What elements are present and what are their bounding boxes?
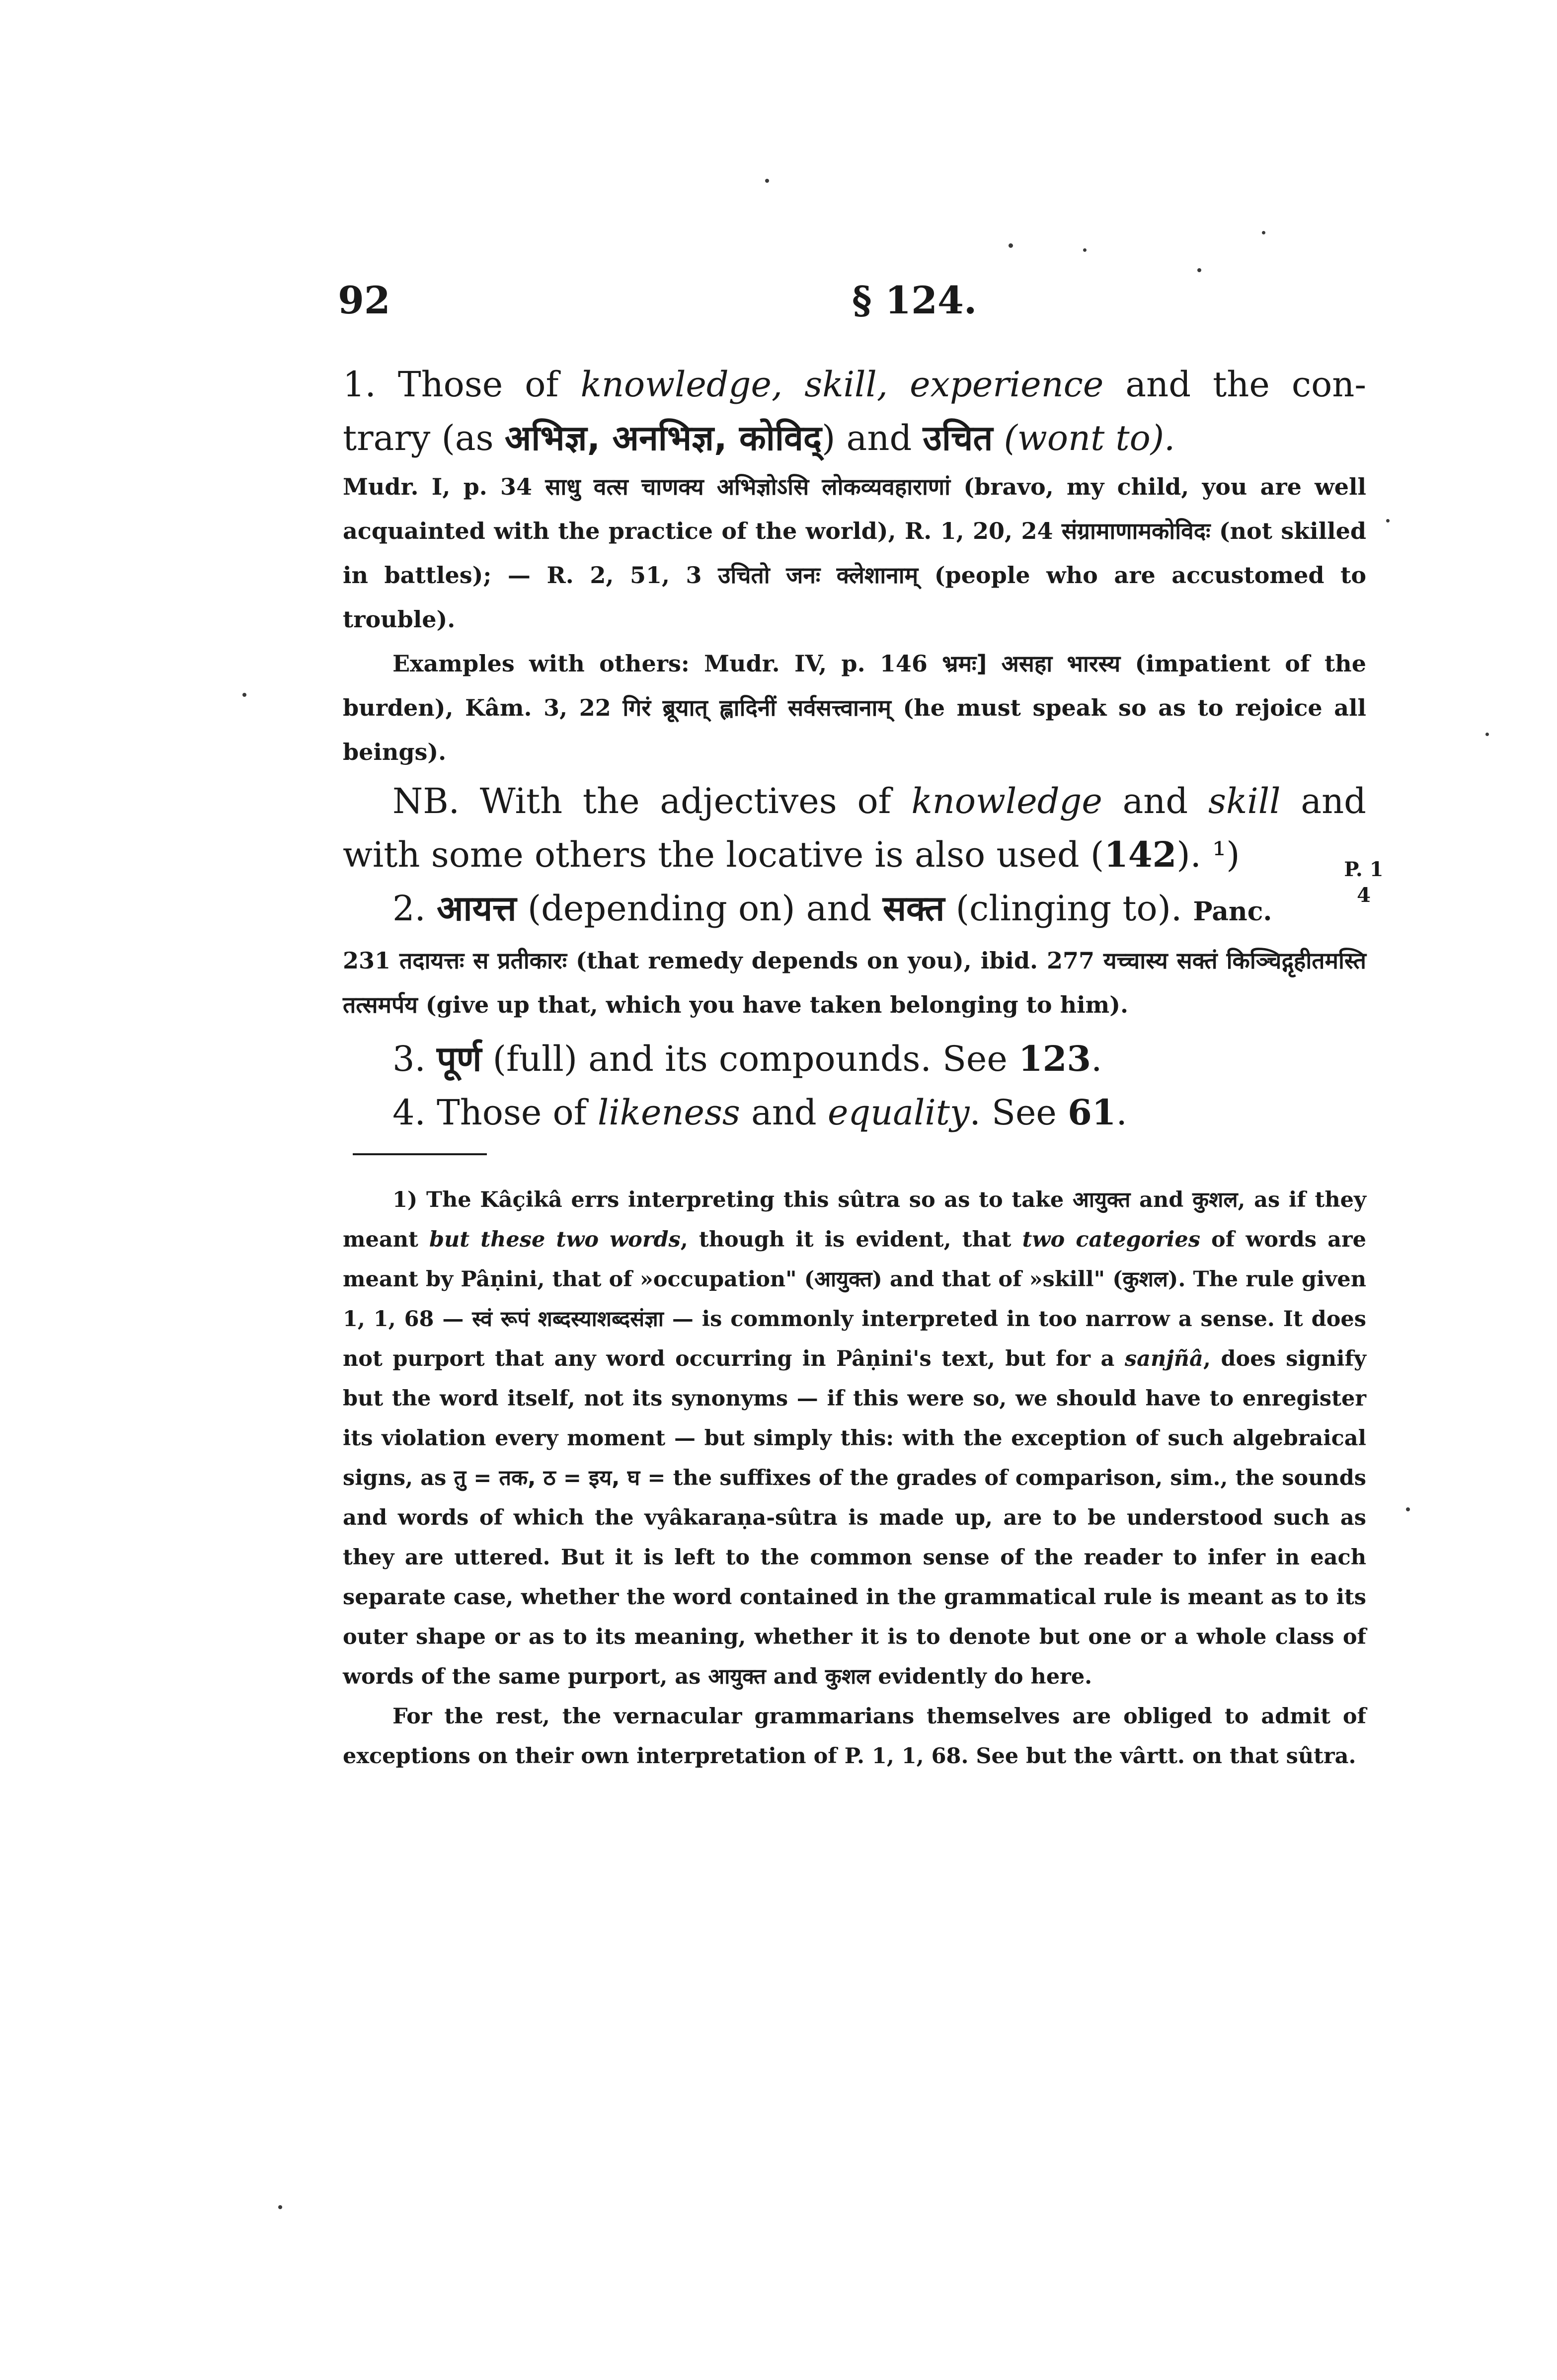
source-reference: Panc. <box>1193 896 1272 927</box>
scan-speck <box>1197 268 1201 272</box>
footnote-2: For the rest, the vernacular grammarians themselves are obliged to admit of exceptions on their own interpretation of P. 1, 1, 68. See but the vârtt. on that sûtra. <box>343 1704 1366 1769</box>
scan-speck <box>1083 248 1087 252</box>
text-run: (full) and its compounds. See <box>481 1039 1019 1079</box>
sanskrit-term: आयुक्त <box>708 1664 766 1689</box>
item-1-examples <box>343 465 1366 642</box>
page-number: 92 <box>338 278 390 322</box>
sanskrit-quote: साधु वत्स चाणक्य अभिज्ञोऽसि लोकव्यवहाराणां <box>545 473 951 500</box>
text-run: . See <box>969 1092 1068 1133</box>
sanskrit-term: कुशल <box>825 1664 871 1689</box>
nota-bene <box>343 774 1366 882</box>
text-run: , does signify but the word itself, not its synonyms — if this were so, we should have to enregister its violation every moment — but simply this: with the exception of such algebraical signs, as <box>343 1346 1366 1490</box>
item-4 <box>343 1086 1366 1139</box>
scan-speck <box>1485 733 1489 736</box>
text-run: and with some others the locative is also used ( <box>343 781 1366 875</box>
section-reference: 142 <box>1104 834 1177 875</box>
text-run: 4. Those of <box>392 1092 598 1133</box>
item-1-other-examples <box>343 642 1366 774</box>
text-run: (depending on) and <box>516 888 883 929</box>
text-run: (give up that, which you have taken belonging to him). <box>417 991 1128 1018</box>
sanskrit-term: आयत्त <box>437 888 517 929</box>
sanskrit-quote: तदायत्तः स प्रतीकारः <box>399 947 567 974</box>
scan-speck <box>1009 243 1013 248</box>
scan-speck <box>1262 231 1265 234</box>
text-run: . <box>1091 1039 1102 1079</box>
text-run: 1) The Kâçikâ errs interpreting this sûtra so as to take <box>392 1188 1073 1212</box>
margin-note-ref: P. 1 <box>1344 858 1384 881</box>
text-run: (impatient of the burden), Kâm. 3, 22 <box>343 650 1366 721</box>
sanskrit-quote: गिरं ब्रूयात् ह्लादिनीं सर्वसत्त्वानाम् <box>623 694 891 721</box>
footnote-marker: ). ¹) <box>1176 834 1240 875</box>
text-run: = the suffixes of the grades of comparison, sim., the sounds and words of which the vyâkaraṇa-sûtra is made up, are to be understood such as they are uttered. But it is left to the common sense of the reader to infer in each separate case, whether the word contained in the grammatical rule is meant as to its outer shape or as to its meaning, whether it is to denote but one or a whole class of words of the same purport, as <box>343 1466 1367 1689</box>
italic-gloss: (wont to). <box>993 418 1175 458</box>
text-run: (he must speak so as to rejoice all beings). <box>343 694 1367 765</box>
scan-speck <box>765 179 769 183</box>
sanskrit-term: कुशल <box>1122 1267 1168 1292</box>
margin-note-sub: 4 <box>1357 884 1371 907</box>
sanskrit-term: अभिज्ञ, अनभिज्ञ, कोविद् <box>504 418 822 458</box>
text-run: and <box>740 1092 828 1133</box>
sanskrit-quote: यच्चास्य सक्तं किञ्चिद्गृहीतमस्ति तत्समर्पय <box>343 947 1366 1018</box>
sanskrit-term: उचित <box>923 418 993 458</box>
text-run: 2. <box>392 888 437 929</box>
text-run: — is commonly interpreted in too narrow a sense. It does not purport that any word occurring in Pâṇini's text, but for a <box>343 1307 1366 1371</box>
text-run: and <box>1130 1188 1193 1212</box>
italic-term: knowledge <box>911 781 1102 821</box>
text-run: (not skilled in battles); — R. 2, 51, 3 <box>343 518 1366 589</box>
section-number: § 124. <box>852 278 977 322</box>
text-run: Mudr. I, p. 34 <box>343 473 545 500</box>
text-run: (people who are accustomed to trouble). <box>343 562 1367 633</box>
section-reference: 123 <box>1018 1038 1091 1079</box>
scan-speck <box>242 693 246 697</box>
sanskrit-term: आयुक्त <box>1073 1188 1131 1212</box>
sanskrit-quote: भ्रमः] असहा भारस्य <box>942 650 1121 677</box>
italic-term: likeness <box>597 1092 740 1133</box>
section-reference: 61 <box>1068 1092 1116 1133</box>
text-run: and the con- <box>1103 364 1366 405</box>
scan-speck <box>278 2205 282 2209</box>
text-run: ). The rule given 1, 1, 68 — <box>343 1267 1367 1332</box>
text-run: 3. <box>392 1039 437 1079</box>
italic-term: skill <box>1208 781 1281 821</box>
text-run: of words are meant by Pâṇini, that of »occupation" ( <box>343 1227 1366 1292</box>
sanskrit-quote: संग्रामाणामकोविदः <box>1061 518 1211 544</box>
text-run: . <box>1116 1092 1127 1133</box>
sanskrit-term: सक्त <box>882 888 945 929</box>
text-run: Examples with others: Mudr. IV, p. 146 <box>392 650 942 677</box>
sanskrit-signs: तु = तक, ठ = इय, घ <box>454 1466 640 1490</box>
page-body <box>343 358 1366 1776</box>
italic-phrase: but these two words <box>429 1227 681 1252</box>
footnote-divider <box>353 1153 487 1155</box>
sanskrit-quote: उचितो जनः क्लेशानाम् <box>718 562 919 589</box>
text-run: ) and <box>822 418 923 458</box>
item-1-heading <box>343 358 1366 465</box>
scan-speck <box>1406 1507 1410 1511</box>
text-run: 231 <box>343 947 399 974</box>
text-run: evidently do here. <box>870 1664 1092 1689</box>
page-header <box>338 278 1431 333</box>
italic-phrase: two categories <box>1022 1227 1200 1252</box>
text-run: trary (as <box>343 418 505 458</box>
text-run: (bravo, my child, you are well acquainted with the practice of the world), R. 1, 20, 24 <box>343 473 1366 544</box>
italic-term: knowledge, skill, experience <box>580 364 1104 405</box>
sanskrit-term: पूर्ण <box>437 1039 482 1079</box>
item-3 <box>343 1032 1366 1086</box>
sanskrit-term: आयुक्त <box>814 1267 872 1292</box>
text-run: and <box>766 1664 825 1689</box>
footnote-1 <box>343 1180 1366 1697</box>
text-run: , though it is evident, that <box>680 1227 1022 1252</box>
italic-term: sanjñâ <box>1124 1346 1203 1371</box>
scan-speck <box>1386 519 1390 522</box>
italic-term: equality <box>827 1092 970 1133</box>
sanskrit-quote: स्वं रूपं शब्दस्याशब्दसंज्ञा <box>472 1307 664 1332</box>
text-run: and <box>1102 781 1209 821</box>
text-run: 1. Those of <box>343 364 581 405</box>
text-run: (that remedy depends on you), ibid. 277 <box>566 947 1103 974</box>
item-2-heading <box>343 882 1366 939</box>
sanskrit-term: कुशल <box>1192 1188 1238 1212</box>
item-2-examples <box>343 939 1366 1027</box>
text-run: (clinging to). <box>944 888 1193 929</box>
text-run: NB. With the adjectives of <box>392 781 912 821</box>
text-run: , as if they meant <box>343 1188 1366 1252</box>
text-run: ) and that of »skill" ( <box>872 1267 1123 1292</box>
